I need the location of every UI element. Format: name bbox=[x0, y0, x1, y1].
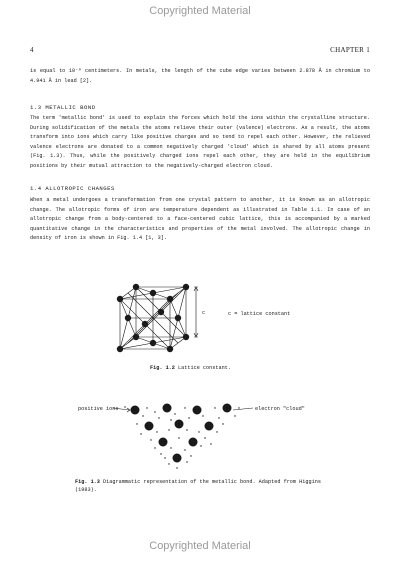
copyright-watermark-bottom: Copyrighted Material bbox=[149, 540, 251, 552]
figure-1-2-number: Fig. 1.2 bbox=[150, 365, 175, 371]
figure-1-2-text: Lattice constant. bbox=[178, 365, 231, 371]
copyright-watermark-top: Copyrighted Material bbox=[149, 5, 251, 17]
electron-cloud-label: electron "cloud" bbox=[255, 406, 305, 412]
lattice-constant-legend: c = lattice constant bbox=[228, 311, 291, 317]
lattice-dimension-label: c bbox=[202, 310, 206, 316]
figure-1-3-caption bbox=[75, 478, 335, 494]
figure-1-3-text: Diagrammatic representation of the metallic bond. Adapted from Higgins (1983). bbox=[75, 479, 321, 493]
section-1-4-body: When a metal undergoes a transformation from one crystal pattern to another, it is known as an allotropic change. The allotropic forms of iron are temperature dependent as illustrated in Table 1.1. In case of an allotropic change from a body-centered to a face-centered cubic lattice, this is accompanied by a marked quantitative change in the characteristics and properties of the metal involved. The allotropic change in density of iron is shown in Fig. 1.4 [1, 3]. bbox=[30, 197, 370, 241]
figure-1-2-caption bbox=[150, 364, 231, 372]
chapter-label: CHAPTER 1 bbox=[330, 46, 370, 54]
section-1-3-heading: 1.3 METALLIC BOND bbox=[30, 104, 96, 111]
section-1-4-heading: 1.4 ALLOTROPIC CHANGES bbox=[30, 185, 115, 192]
metallic-bond-figure bbox=[75, 404, 335, 474]
intro-paragraph: is equal to 10⁻⁸ centimeters. In metals, the length of the cube edge varies between 2.878 Å in chromium to 4.941 Å in lead [2]. bbox=[30, 68, 370, 84]
positive-ions-label: positive ions bbox=[78, 406, 119, 412]
page-number: 4 bbox=[30, 46, 34, 54]
figure-1-3-number: Fig. 1.3 bbox=[75, 479, 100, 485]
section-1-3-body: The term 'metallic bond' is used to explain the forces which hold the ions within the crystalline structure. During solidification of the metals the atoms relieve their outer (valence) electrons. As a result, the atoms transform into ions which carry like positive charges and so tend to repel each other. However, the relieved valence electrons are donated to a common negatively charged 'cloud' which is shared by all atoms present (Fig. 1.3). Thus, while the positively charged ions repel each other, they are held in the equilibrium positions by their mutual attraction to the negatively-charged electron cloud. bbox=[30, 115, 370, 169]
lattice-cube-figure bbox=[118, 285, 318, 365]
